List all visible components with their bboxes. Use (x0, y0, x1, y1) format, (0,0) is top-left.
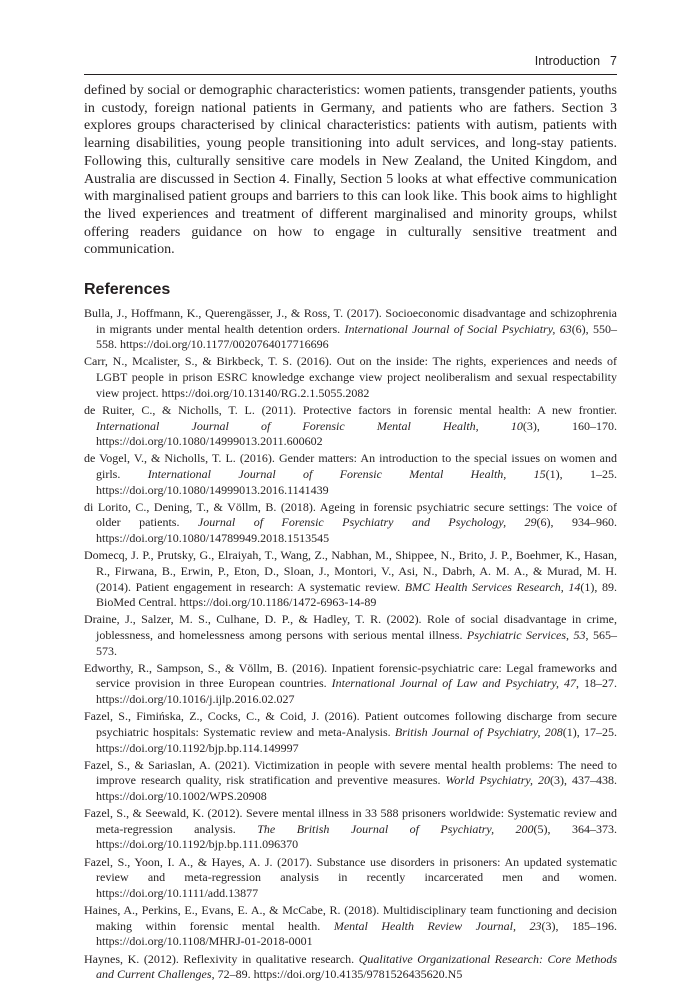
reference-entry (84, 855, 617, 902)
reference-entry (84, 403, 617, 450)
reference-entry (84, 451, 617, 498)
reference-entry (84, 661, 617, 708)
reference-entry (84, 806, 617, 853)
reference-details: (3), 160–170. https://doi.org/10.1080/14999013.2011.600602 (96, 418, 617, 449)
reference-source: Qualitative Organizational Research: Core Methods and Current Challenges (96, 951, 617, 982)
reference-source: International Journal of Law and Psychiatry, 47 (331, 676, 577, 691)
reference-details: (3), 437–438. https://doi.org/10.1002/WPS.20908 (96, 773, 617, 803)
reference-source: World Psychiatry, 20 (445, 773, 551, 788)
section-title: Introduction (534, 54, 601, 68)
reference-entry (84, 903, 617, 950)
reference-text: Bulla, J., Hoffmann, K., Querengässer, J., & Ross, T. (2017). Socioeconomic disadvantage and schizophrenia in migrants under mental health detention orders. (84, 306, 617, 336)
reference-text: Domecq, J. P., Prutsky, G., Elraiyah, T., Wang, Z., Nabhan, M., Shippee, N., Brito, J. P., Boehmer, K., Hasan, R., Firwana, B., Erwin, P., Eton, D., Sloan, J., Montori, V., Asi, N., Dabrh, A. M. A., & Murad, M. H. (2014). Patient engagement in research: A systematic review. (84, 548, 617, 594)
reference-source: International Journal of Forensic Mental Health, 15 (147, 467, 546, 481)
reference-text: di Lorito, C., Dening, T., & Völlm, B. (2018). Ageing in forensic psychiatric secure settings: The voice of older patients. (84, 499, 617, 530)
reference-source: International Journal of Social Psychiatry, 63 (344, 321, 572, 336)
body-paragraph: defined by social or demographic characteristics: women patients, transgender patients, youths in custody, foreign national patients in Germany, and patients who are fathers. Section 3 explores groups characterised by clinical characteristics: patients with autism, patients with learning disabilities, young people transitioning into adult services, and long-stay patients. Following this, culturally sensitive care models in New Zealand, the United Kingdom, and Australia are discussed in Section 4. Finally, Section 5 looks at what effective communication with marginalised patient groups and barriers to this can look like. This book aims to highlight the lived experiences and treatment of different marginalised and minority groups, whilst offering readers guidance on how to engage in culturally sensitive treatment and communication. (84, 83, 617, 258)
references-heading: References (84, 281, 171, 298)
page-number: 7 (610, 54, 617, 68)
reference-text: Edworthy, R., Sampson, S., & Völlm, B. (2016). Inpatient forensic-psychiatric care: Legal frameworks and service provision in three European countries. (84, 660, 617, 691)
reference-text: Fazel, S., Fimińska, Z., Cocks, C., & Coid, J. (2016). Patient outcomes following discharge from secure psychiatric hospitals: Systematic review and meta-Analysis. (84, 709, 617, 739)
reference-details: (6), 550–558. https://doi.org/10.1177/0020764017716696 (96, 321, 617, 352)
reference-details: (6), 934–960. https://doi.org/10.1080/14789949.2018.1513545 (96, 515, 618, 546)
reference-text: de Ruiter, C., & Nicholls, T. L. (2011). Protective factors in forensic mental health: A new frontier. (84, 402, 617, 417)
reference-source: Mental Health Review Journal, 23 (333, 918, 542, 933)
reference-text: Haines, A., Perkins, E., Evans, E. A., & McCabe, R. (2018). Multidisciplinary team functioning and decision making within forensic mental health. (84, 903, 617, 933)
reference-details: (1), 89. BioMed Central. https://doi.org/10.1186/1472-6963-14-89 (96, 579, 618, 610)
header-rule (84, 74, 617, 75)
reference-text: Fazel, S., Yoon, I. A., & Hayes, A. J. (2017). Substance use disorders in prisoners: An updated systematic review and meta-regression analysis in recently incarcerated men and women. https://doi.org/10.1111/add.13877 (84, 854, 617, 900)
reference-source: International Journal of Forensic Mental Health, 10 (96, 418, 523, 433)
reference-details: , 72–89. https://doi.org/10.4135/9781526435620.N5 (211, 967, 463, 982)
reference-entry (84, 354, 617, 401)
reference-source: Journal of Forensic Psychiatry and Psychology, 29 (197, 515, 537, 530)
reference-entry (84, 709, 617, 756)
reference-text: Draine, J., Salzer, M. S., Culhane, D. P., & Hadley, T. R. (2002). Role of social disadvantage in crime, joblessness, and homelessness among persons with serious mental illness. (84, 612, 617, 642)
reference-source: The British Journal of Psychiatry, 200 (257, 821, 534, 836)
reference-details: (1), 1–25. https://doi.org/10.1080/14999013.2016.1141439 (96, 467, 617, 497)
reference-entry (84, 758, 617, 805)
reference-entry (84, 500, 617, 547)
reference-entry (84, 306, 617, 353)
reference-text: Fazel, S., & Seewald, K. (2012). Severe mental illness in 33 588 prisoners worldwide: Systematic review and meta-regression analysis. (84, 806, 617, 836)
reference-source: British Journal of Psychiatry, 208 (394, 724, 563, 739)
reference-text: Haynes, K. (2012). Reflexivity in qualitative research. (84, 951, 359, 966)
reference-entry (84, 612, 617, 659)
reference-entry (84, 548, 617, 610)
reference-source: BMC Health Services Research, 14 (404, 579, 581, 594)
reference-details: (5), 364–373. https://doi.org/10.1192/bjp.bp.111.096370 (96, 821, 618, 852)
reference-text: Fazel, S., & Sariaslan, A. (2021). Victimization in people with severe mental health problems: The need to improve research quality, risk stratification and preventive measures. (84, 757, 617, 788)
reference-details: (3), 185–196. https://doi.org/10.1108/MHRJ-01-2018-0001 (96, 918, 617, 949)
reference-source: Psychiatric Services, 53 (466, 628, 586, 642)
reference-text: Carr, N., Mcalister, S., & Birkbeck, T. S. (2016). Out on the inside: The rights, experiences and needs of LGBT people in prison ESRC knowledge exchange view project neoliberalism and sexual respectability view project. https://doi.org/10.13140/RG.2.1.5055.2082 (84, 354, 617, 400)
reference-text: de Vogel, V., & Nicholls, T. L. (2016). Gender matters: An introduction to the special issues on women and girls. (84, 451, 617, 481)
reference-details: (1), 17–25. https://doi.org/10.1192/bjp.bp.114.149997 (96, 724, 617, 755)
reference-details: , 565–573. (96, 628, 617, 658)
reference-details: , 18–27. https://doi.org/10.1016/j.ijlp.2016.02.027 (96, 676, 618, 707)
reference-entry (84, 952, 617, 983)
references-list (84, 306, 617, 985)
running-head (84, 54, 617, 68)
